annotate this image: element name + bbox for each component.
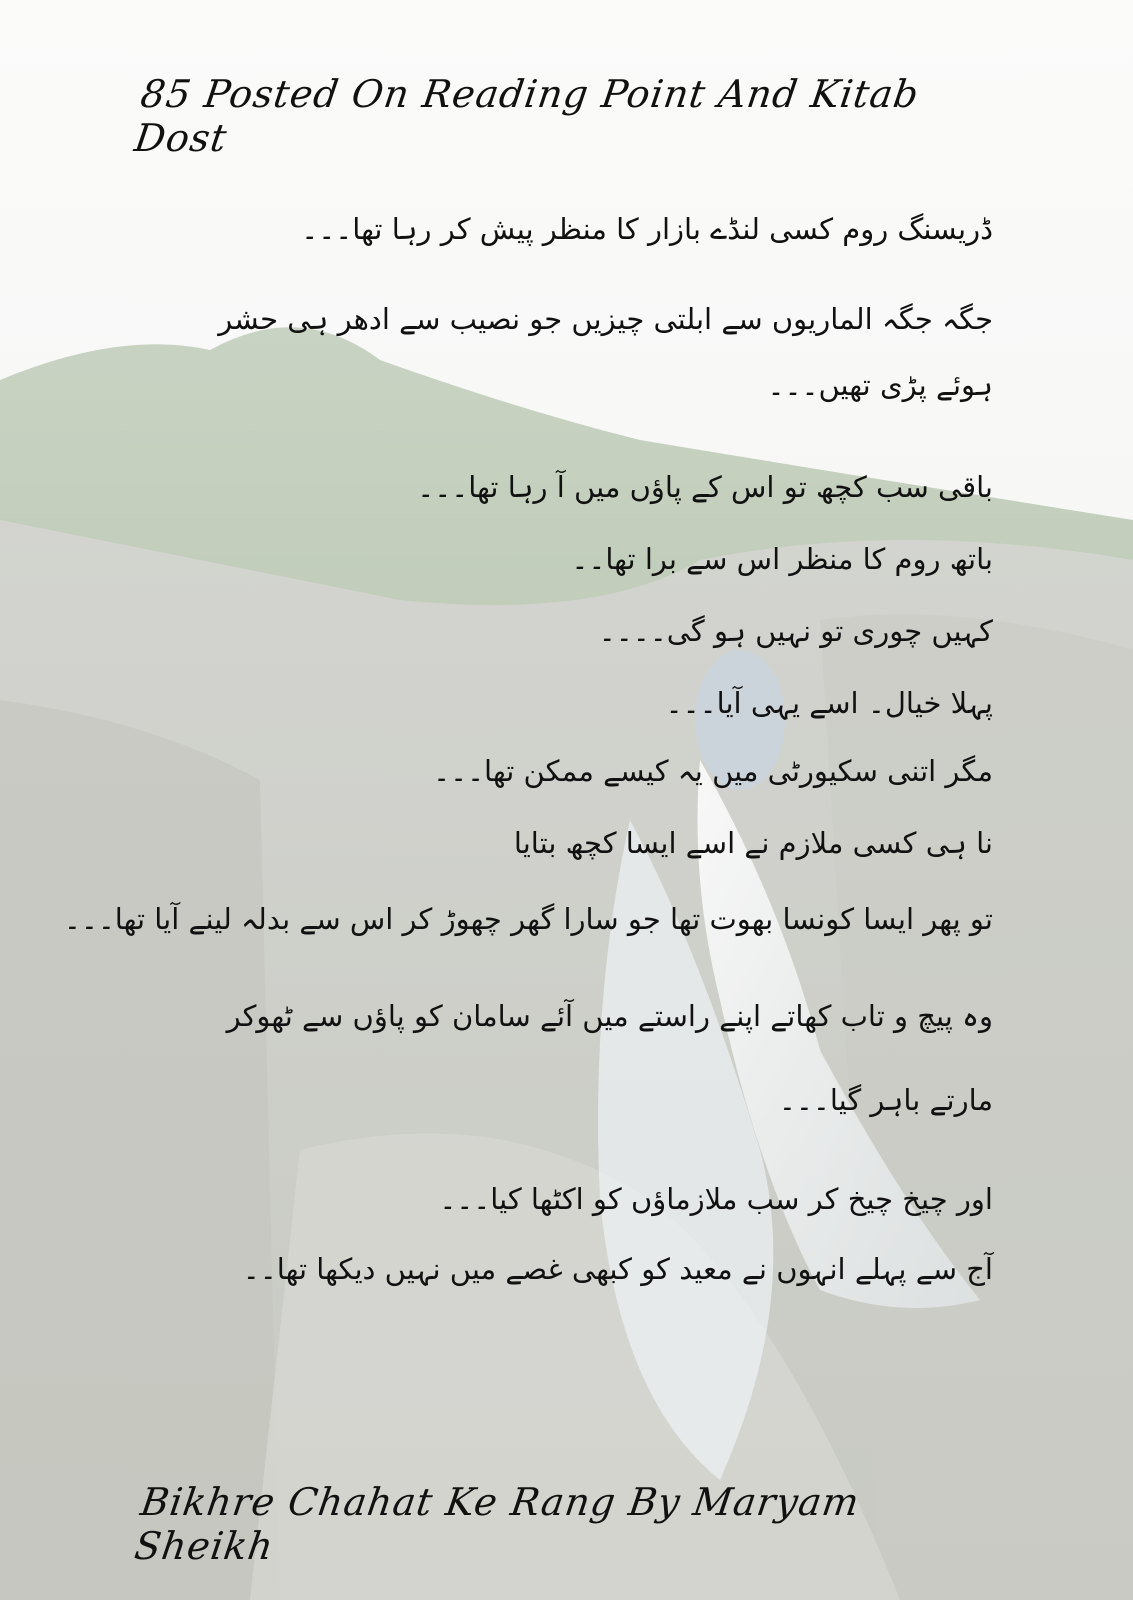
text-line: پہلا خیال۔ اسے یہی آیا۔۔۔ [665,686,993,720]
text-line: کہیں چوری تو نہیں ہو گی۔۔۔۔ [598,614,993,648]
text-line: جگہ جگہ الماریوں سے ابلتی چیزیں جو نصیب سے ادھر ہی حشر ہوئے پڑی تھیں۔۔۔ [218,302,993,402]
text-line: نا ہی کسی ملازم نے اسے ایسا کچھ بتایا [513,826,993,860]
text-line: اور چیخ چیخ کر سب ملازماؤں کو اکٹھا کیا۔۔۔ [439,1182,993,1216]
text-line: ڈریسنگ روم کسی لنڈے بازار کا منظر پیش کر رہا تھا۔۔۔ [301,212,993,246]
text-line: مگر اتنی سکیورٹی میں یہ کیسے ممکن تھا۔۔۔ [433,754,993,788]
text-line: باقی سب کچھ تو اس کے پاؤں میں آ رہا تھا۔۔۔ [417,470,993,504]
text-line: آج سے پہلے انہوں نے معید کو کبھی غصے میں نہیں دیکھا تھا۔۔ [242,1252,993,1286]
page-header: 85 Posted On Reading Point And Kitab Dost [131,72,923,160]
text-line: وہ پیچ و تاب کھاتے اپنے راستے میں آئے سامان کو پاؤں سے ٹھوکر مارتے باہر گیا۔۔۔ [226,999,993,1117]
text-line: تو پھر ایسا کونسا بھوت تھا جو سارا گھر چھوڑ کر اس سے بدلہ لینے آیا تھا۔۔۔ [63,902,993,936]
page-footer: Bikhre Chahat Ke Rang By Maryam Sheikh [131,1480,863,1568]
text-line: باتھ روم کا منظر اس سے برا تھا۔۔ [571,542,993,576]
